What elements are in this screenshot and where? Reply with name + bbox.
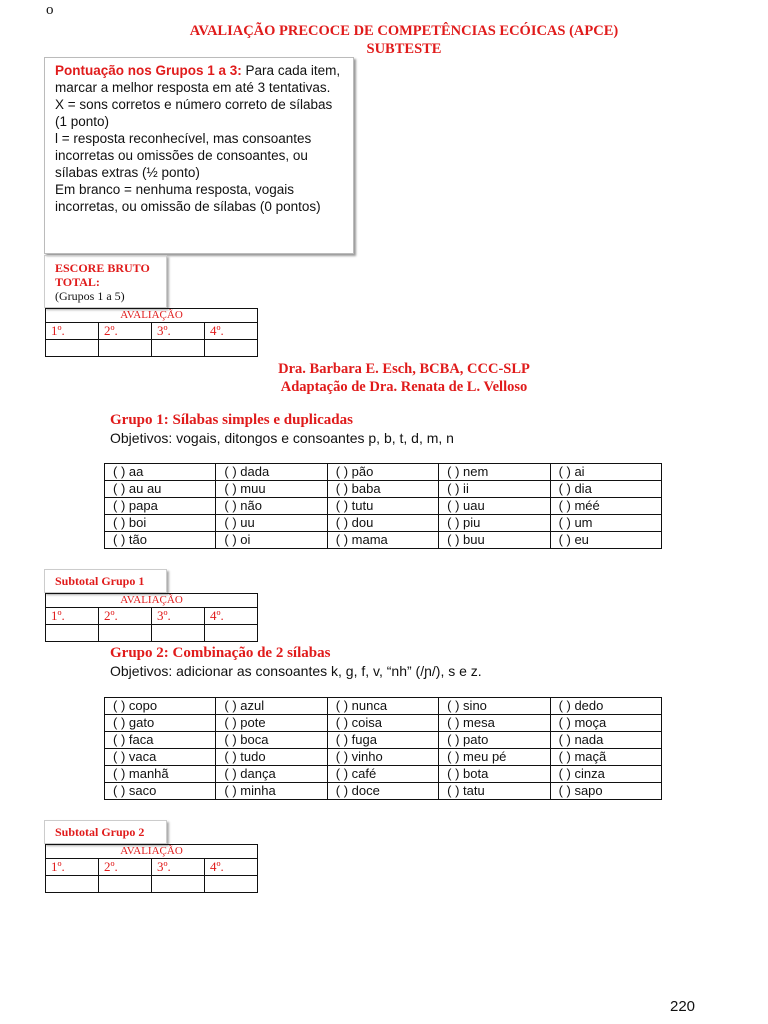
scoring-rule-x: X = sons corretos e número correto de sílabas (1 ponto) bbox=[55, 97, 333, 129]
raw-score-label-2: TOTAL: bbox=[55, 275, 100, 289]
attempt-2-label: 2º. bbox=[99, 608, 152, 625]
item-row bbox=[105, 766, 662, 783]
raw-score-label-1: ESCORE BRUTO bbox=[55, 261, 150, 275]
corner-mark: o bbox=[46, 2, 54, 18]
evaluation-table-group1 bbox=[45, 593, 258, 642]
item-cell[interactable]: ( ) aa bbox=[105, 464, 216, 481]
item-cell[interactable]: ( ) méé bbox=[550, 498, 661, 515]
item-cell[interactable]: ( ) sapo bbox=[550, 783, 661, 800]
item-cell[interactable]: ( ) tatu bbox=[439, 783, 550, 800]
attempt-2-score[interactable] bbox=[99, 625, 152, 642]
attempt-3-score[interactable] bbox=[152, 876, 205, 893]
item-cell[interactable]: ( ) uu bbox=[216, 515, 327, 532]
item-cell[interactable]: ( ) manhã bbox=[105, 766, 216, 783]
item-row bbox=[105, 498, 662, 515]
item-cell[interactable]: ( ) dia bbox=[550, 481, 661, 498]
item-cell[interactable]: ( ) dedo bbox=[550, 698, 661, 715]
attempt-1-score[interactable] bbox=[46, 876, 99, 893]
item-cell[interactable]: ( ) ai bbox=[550, 464, 661, 481]
item-row bbox=[105, 515, 662, 532]
item-cell[interactable]: ( ) não bbox=[216, 498, 327, 515]
item-cell[interactable]: ( ) mesa bbox=[439, 715, 550, 732]
group1-objective: Objetivos: vogais, ditongos e consoantes p, b, t, d, m, n bbox=[110, 430, 454, 446]
attempt-3-label: 3º. bbox=[152, 859, 205, 876]
item-cell[interactable]: ( ) muu bbox=[216, 481, 327, 498]
item-cell[interactable]: ( ) vaca bbox=[105, 749, 216, 766]
item-cell[interactable]: ( ) cinza bbox=[550, 766, 661, 783]
item-cell[interactable]: ( ) papa bbox=[105, 498, 216, 515]
item-row bbox=[105, 715, 662, 732]
item-cell[interactable]: ( ) oi bbox=[216, 532, 327, 549]
attempt-1-label: 1º. bbox=[46, 608, 99, 625]
evaluation-header: AVALIAÇÃO bbox=[46, 594, 258, 608]
attempt-3-score[interactable] bbox=[152, 625, 205, 642]
item-cell[interactable]: ( ) pão bbox=[327, 464, 438, 481]
item-cell[interactable]: ( ) tão bbox=[105, 532, 216, 549]
attempt-1-label: 1º. bbox=[46, 859, 99, 876]
item-row bbox=[105, 698, 662, 715]
item-row bbox=[105, 749, 662, 766]
scoring-rule-blank: Em branco = nenhuma resposta, vogais incorretas, ou omissão de sílabas (0 pontos) bbox=[55, 182, 321, 214]
attempt-2-score[interactable] bbox=[99, 876, 152, 893]
item-cell[interactable]: ( ) dou bbox=[327, 515, 438, 532]
attempt-2-label: 2º. bbox=[99, 323, 152, 340]
attempt-3-label: 3º. bbox=[152, 608, 205, 625]
item-cell[interactable]: ( ) coisa bbox=[327, 715, 438, 732]
group1-items-table bbox=[104, 463, 662, 549]
item-cell[interactable]: ( ) boi bbox=[105, 515, 216, 532]
item-row bbox=[105, 532, 662, 549]
attempt-2-label: 2º. bbox=[99, 859, 152, 876]
author-line: Dra. Barbara E. Esch, BCBA, CCC-SLP bbox=[278, 361, 530, 377]
group2-items-table bbox=[104, 697, 662, 800]
item-cell[interactable]: ( ) fuga bbox=[327, 732, 438, 749]
item-cell[interactable]: ( ) saco bbox=[105, 783, 216, 800]
evaluation-header: AVALIAÇÃO bbox=[46, 309, 258, 323]
evaluation-table-total bbox=[45, 308, 258, 357]
item-cell[interactable]: ( ) tudo bbox=[216, 749, 327, 766]
item-cell[interactable]: ( ) nem bbox=[439, 464, 550, 481]
item-row bbox=[105, 783, 662, 800]
group2-title: Grupo 2: Combinação de 2 sílabas bbox=[110, 645, 331, 661]
item-cell[interactable]: ( ) nada bbox=[550, 732, 661, 749]
item-cell[interactable]: ( ) pato bbox=[439, 732, 550, 749]
adaptation-line: Adaptação de Dra. Renata de L. Velloso bbox=[280, 379, 528, 395]
item-cell[interactable]: ( ) azul bbox=[216, 698, 327, 715]
item-row bbox=[105, 464, 662, 481]
attempt-3-label: 3º. bbox=[152, 323, 205, 340]
attempt-1-label: 1º. bbox=[46, 323, 99, 340]
page-title: AVALIAÇÃO PRECOCE DE COMPETÊNCIAS ECÓICAS (APCE) bbox=[189, 23, 619, 39]
evaluation-header: AVALIAÇÃO bbox=[46, 845, 258, 859]
raw-score-box bbox=[44, 255, 167, 308]
item-cell[interactable]: ( ) doce bbox=[327, 783, 438, 800]
group1-subtotal-box: Subtotal Grupo 1 bbox=[44, 569, 167, 593]
item-cell[interactable]: ( ) eu bbox=[550, 532, 661, 549]
item-cell[interactable]: ( ) um bbox=[550, 515, 661, 532]
item-cell[interactable]: ( ) mama bbox=[327, 532, 438, 549]
scoring-instructions-box bbox=[44, 57, 354, 254]
item-cell[interactable]: ( ) baba bbox=[327, 481, 438, 498]
item-cell[interactable]: ( ) piu bbox=[439, 515, 550, 532]
attempt-2-score[interactable] bbox=[99, 340, 152, 357]
item-cell[interactable]: ( ) au au bbox=[105, 481, 216, 498]
item-cell[interactable]: ( ) faca bbox=[105, 732, 216, 749]
scoring-intro: Pontuação nos Grupos 1 a 3: Para cada item, marcar a melhor resposta em até 3 tentativas. bbox=[55, 63, 341, 95]
attempt-4-label: 4º. bbox=[205, 859, 258, 876]
item-row bbox=[105, 481, 662, 498]
attempt-4-label: 4º. bbox=[205, 608, 258, 625]
item-cell[interactable]: ( ) sino bbox=[439, 698, 550, 715]
attempt-1-score[interactable] bbox=[46, 625, 99, 642]
item-cell[interactable]: ( ) ii bbox=[439, 481, 550, 498]
item-cell[interactable]: ( ) gato bbox=[105, 715, 216, 732]
scoring-rule-l: l = resposta reconhecível, mas consoantes incorretas ou omissões de consoantes, ou sílabas extras (½ ponto) bbox=[55, 131, 312, 180]
item-cell[interactable]: ( ) vinho bbox=[327, 749, 438, 766]
item-cell[interactable]: ( ) copo bbox=[105, 698, 216, 715]
item-cell[interactable]: ( ) boca bbox=[216, 732, 327, 749]
item-cell[interactable]: ( ) pote bbox=[216, 715, 327, 732]
attempt-4-score[interactable] bbox=[205, 625, 258, 642]
page-number: 220 bbox=[670, 998, 696, 1015]
attempt-4-label: 4º. bbox=[205, 323, 258, 340]
item-cell[interactable]: ( ) dança bbox=[216, 766, 327, 783]
raw-score-range: (Grupos 1 a 5) bbox=[55, 289, 125, 303]
item-cell[interactable]: ( ) café bbox=[327, 766, 438, 783]
item-cell[interactable]: ( ) maçã bbox=[550, 749, 661, 766]
group1-title: Grupo 1: Sílabas simples e duplicadas bbox=[110, 412, 353, 428]
item-cell[interactable]: ( ) dada bbox=[216, 464, 327, 481]
scoring-label: Pontuação nos Grupos 1 a 3: bbox=[55, 63, 242, 78]
item-cell[interactable]: ( ) bota bbox=[439, 766, 550, 783]
item-cell[interactable]: ( ) buu bbox=[439, 532, 550, 549]
attempt-4-score[interactable] bbox=[205, 876, 258, 893]
item-cell[interactable]: ( ) nunca bbox=[327, 698, 438, 715]
evaluation-table-group2 bbox=[45, 844, 258, 893]
attempt-4-score[interactable] bbox=[205, 340, 258, 357]
item-row bbox=[105, 732, 662, 749]
group2-subtotal-box: Subtotal Grupo 2 bbox=[44, 820, 167, 844]
item-cell[interactable]: ( ) uau bbox=[439, 498, 550, 515]
attempt-3-score[interactable] bbox=[152, 340, 205, 357]
item-cell[interactable]: ( ) moça bbox=[550, 715, 661, 732]
attempt-1-score[interactable] bbox=[46, 340, 99, 357]
page-subtitle: SUBTESTE bbox=[366, 41, 442, 57]
item-cell[interactable]: ( ) meu pé bbox=[439, 749, 550, 766]
item-cell[interactable]: ( ) tutu bbox=[327, 498, 438, 515]
item-cell[interactable]: ( ) minha bbox=[216, 783, 327, 800]
group2-objective: Objetivos: adicionar as consoantes k, g, f, v, “nh” (/ɲ/), s e z. bbox=[110, 663, 482, 679]
